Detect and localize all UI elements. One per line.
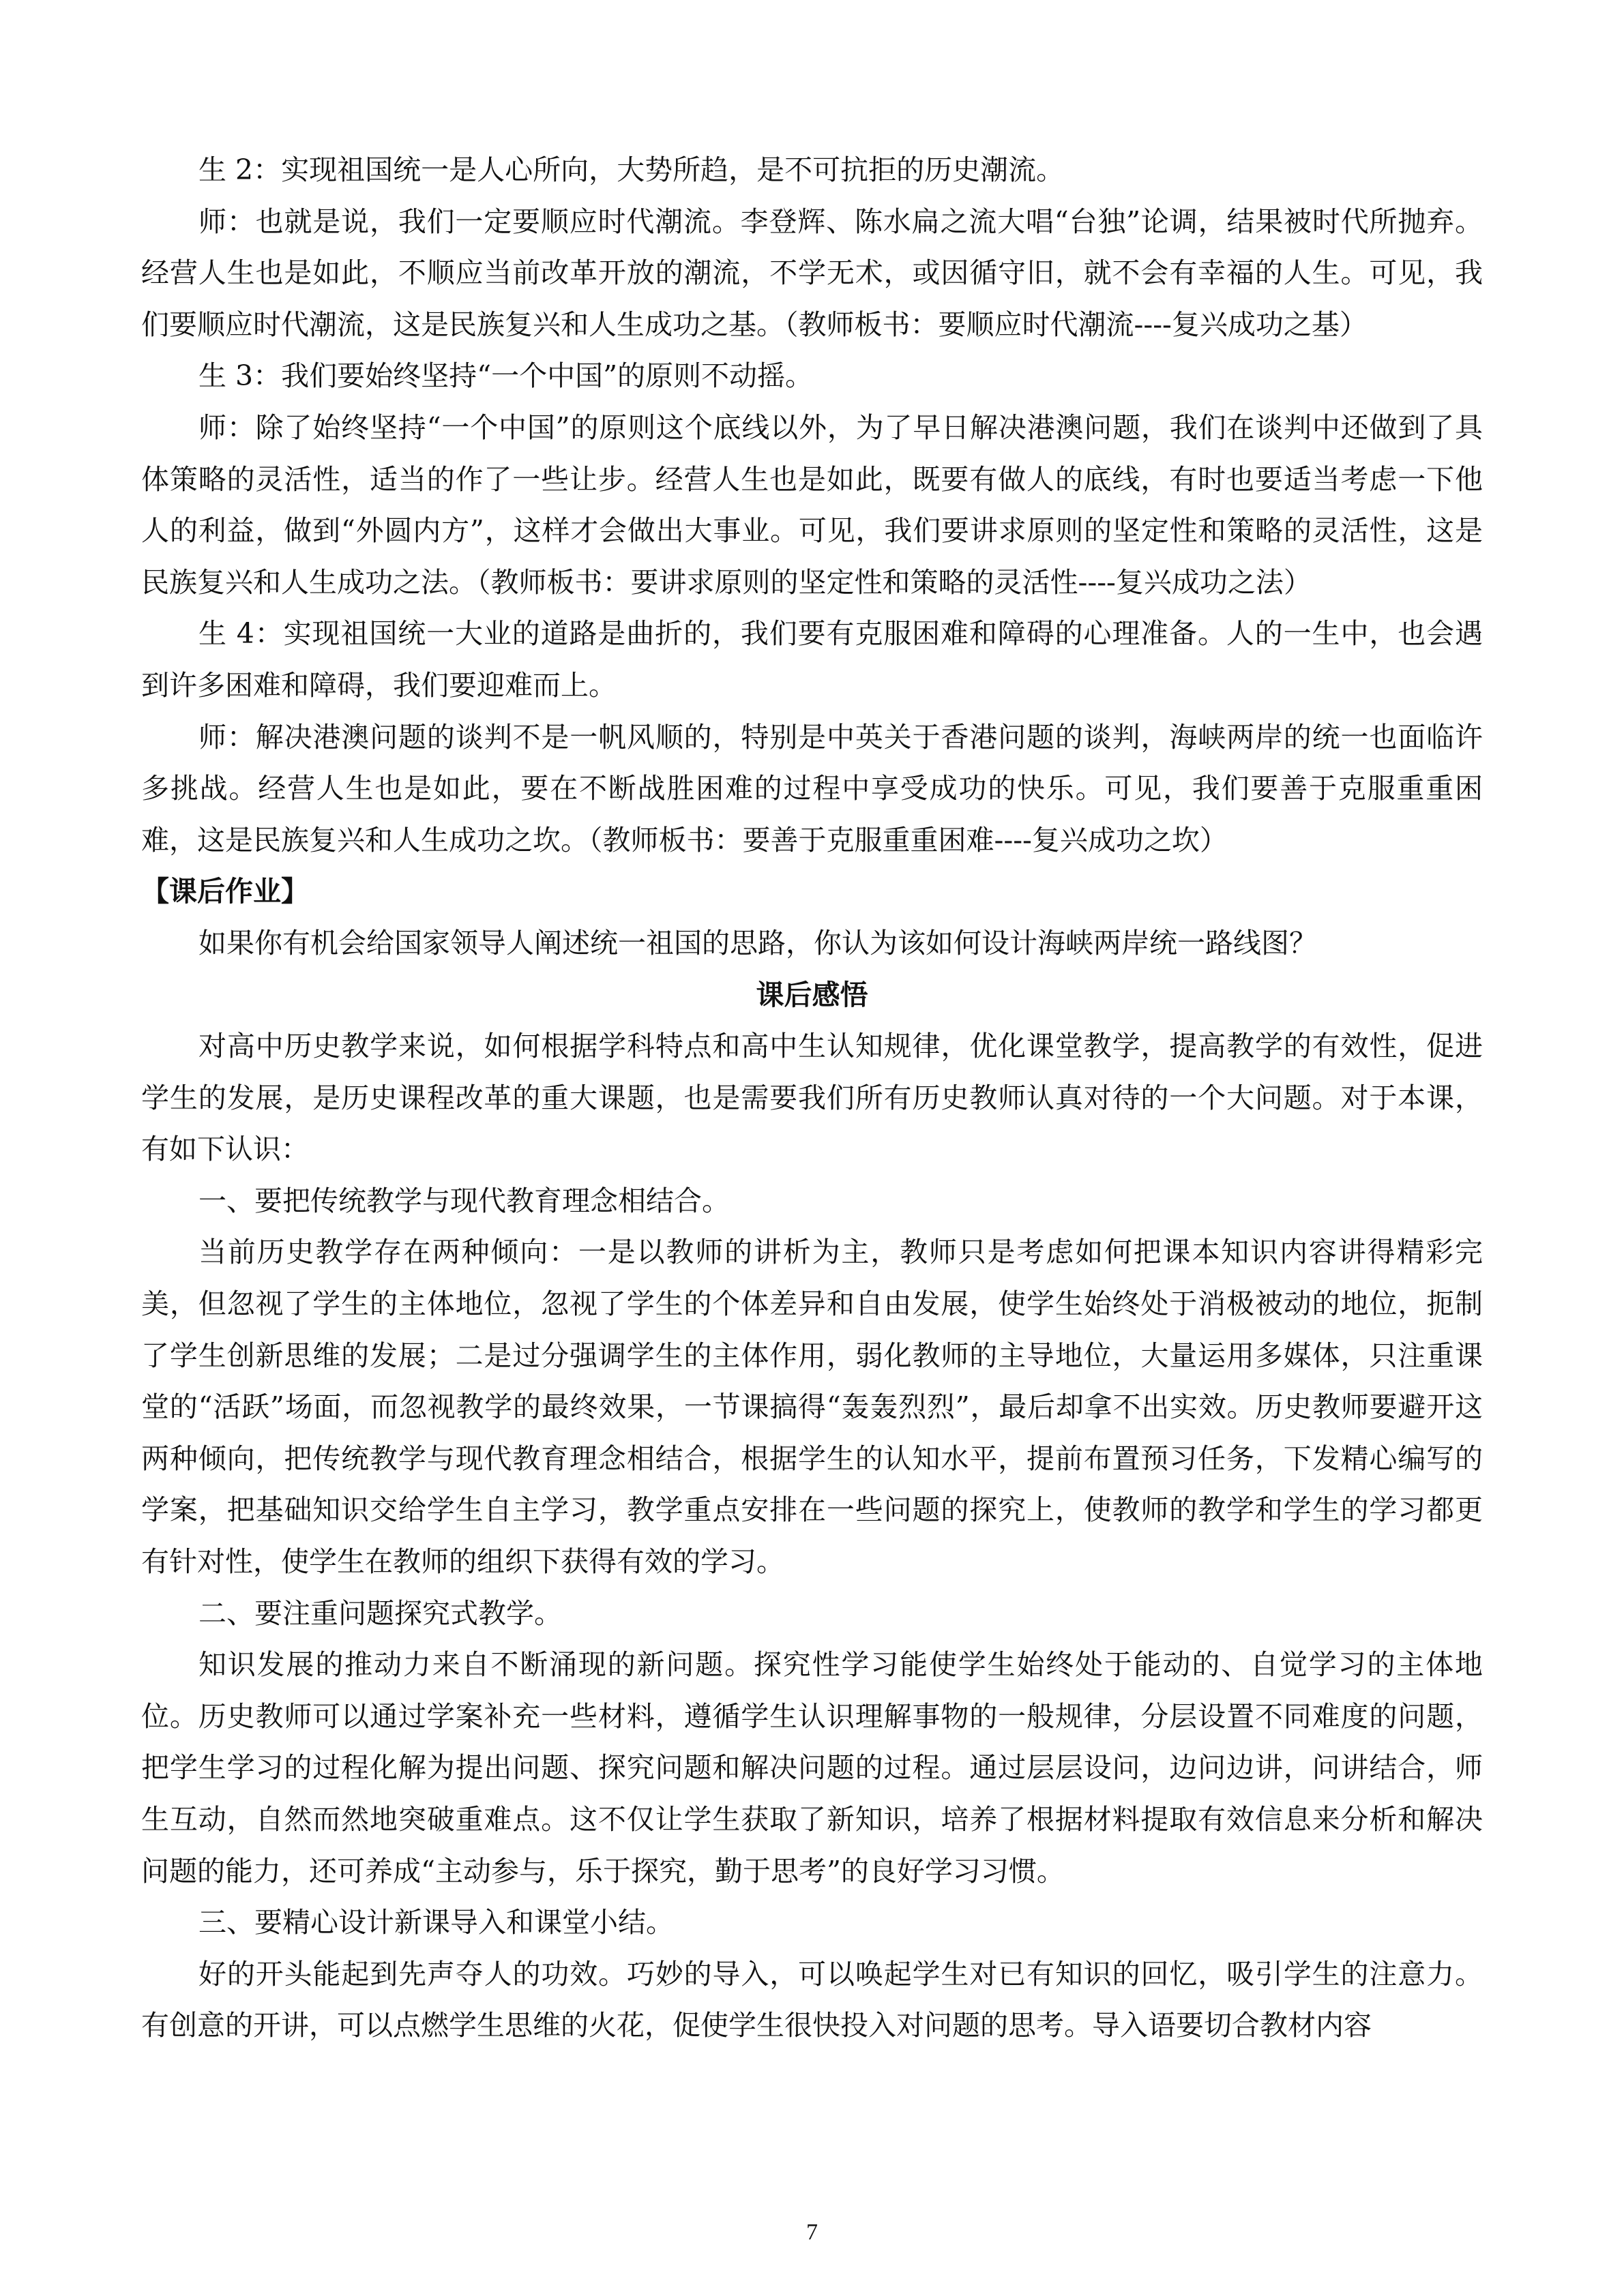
paragraph-teacher-1: 师：也就是说，我们一定要顺应时代潮流。李登辉、陈水扁之流大唱“台独”论调，结果被时代所抛弃。经营人生也是如此，不顺应当前改革开放的潮流，不学无术，或因循守旧，就不会有幸福的人生。可见，我们要顺应时代潮流，这是民族复兴和人生成功之基。（教师板书：要顺应时代潮流----复兴成功之基） [141, 205, 1483, 341]
paragraph-point-1-body: 当前历史教学存在两种倾向：一是以教师的讲析为主，教师只是考虑如何把课本知识内容讲得精彩完美，但忽视了学生的主体地位，忽视了学生的个体差异和自由发展，使学生始终处于消极被动的地位，扼制了学生创新思维的发展；二是过分强调学生的主体作用，弱化教师的主导地位，大量运用多媒体，只注重课堂的“活跃”场面，而忽视教学的最终效果，一节课搞得“轰轰烈烈”，最后却拿不出实效。历史教师要避开这两种倾向，把传统教学与现代教育理念相结合，根据学生的认知水平，提前布置预习任务，下发精心编写的学案，把基础知识交给学生自主学习，教学重点安排在一些问题的探究上，使教师的教学和学生的学习都更有针对性，使学生在教师的组织下获得有效的学习。 [141, 1236, 1483, 1579]
paragraph-student-2: 生 2：实现祖国统一是人心所向，大势所趋，是不可抗拒的历史潮流。 [198, 153, 1065, 186]
paragraph-homework: 如果你有机会给国家领导人阐述统一祖国的思路，你认为该如何设计海峡两岸统一路线图？ [198, 926, 1317, 959]
paragraph-point-3-title: 三、要精心设计新课导入和课堂小结。 [198, 1906, 674, 1939]
paragraph-teacher-3: 师：解决港澳问题的谈判不是一帆风顺的，特别是中英关于香港问题的谈判，海峡两岸的统一也面临许多挑战。经营人生也是如此，要在不断战胜困难的过程中享受成功的快乐。可见，我们要善于克服重重困难，这是民族复兴和人生成功之坎。（教师板书：要善于克服重重困难----复兴成功之坎） [141, 720, 1483, 856]
section-heading-homework: 【课后作业】 [141, 875, 309, 908]
page-number: 7 [806, 2220, 818, 2245]
section-title-reflection: 课后感悟 [756, 978, 868, 1011]
paragraph-student-4: 生 4：实现祖国统一大业的道路是曲折的，我们要有克服困难和障碍的心理准备。人的一生中，也会遇到许多困难和障碍，我们要迎难而上。 [141, 617, 1483, 702]
paragraph-reflection-intro: 对高中历史教学来说，如何根据学科特点和高中生认知规律，优化课堂教学，提高教学的有效性，促进学生的发展，是历史课程改革的重大课题，也是需要我们所有历史教师认真对待的一个大问题。对于本课，有如下认识： [141, 1030, 1483, 1166]
paragraph-point-2-body: 知识发展的推动力来自不断涌现的新问题。探究性学习能使学生始终处于能动的、自觉学习的主体地位。历史教师可以通过学案补充一些材料，遵循学生认识理解事物的一般规律，分层设置不同难度的问题，把学生学习的过程化解为提出问题、探究问题和解决问题的过程。通过层层设问，边问边讲，问讲结合，师生互动，自然而然地突破重难点。这不仅让学生获取了新知识，培养了根据材料提取有效信息来分析和解决问题的能力，还可养成“主动参与，乐于探究，勤于思考”的良好学习习惯。 [141, 1648, 1483, 1888]
paragraph-point-3-body: 好的开头能起到先声夺人的功效。巧妙的导入，可以唤起学生对已有知识的回忆，吸引学生的注意力。有创意的开讲，可以点燃学生思维的火花，促使学生很快投入对问题的思考。导入语要切合教材内容 [141, 1957, 1483, 2042]
page-body [141, 145, 1483, 2052]
paragraph-student-3: 生 3：我们要始终坚持“一个中国”的原则不动摇。 [198, 359, 814, 393]
paragraph-point-1-title: 一、要把传统教学与现代教育理念相结合。 [198, 1184, 730, 1217]
paragraph-point-2-title: 二、要注重问题探究式教学。 [198, 1596, 562, 1630]
paragraph-teacher-2: 师：除了始终坚持“一个中国”的原则这个底线以外，为了早日解决港澳问题，我们在谈判中还做到了具体策略的灵活性，适当的作了一些让步。经营人生也是如此，既要有做人的底线，有时也要适当考虑一下他人的利益，做到“外圆内方”，这样才会做出大事业。可见，我们要讲求原则的坚定性和策略的灵活性，这是民族复兴和人生成功之法。（教师板书：要讲求原则的坚定性和策略的灵活性----复兴成功之法） [141, 411, 1483, 599]
